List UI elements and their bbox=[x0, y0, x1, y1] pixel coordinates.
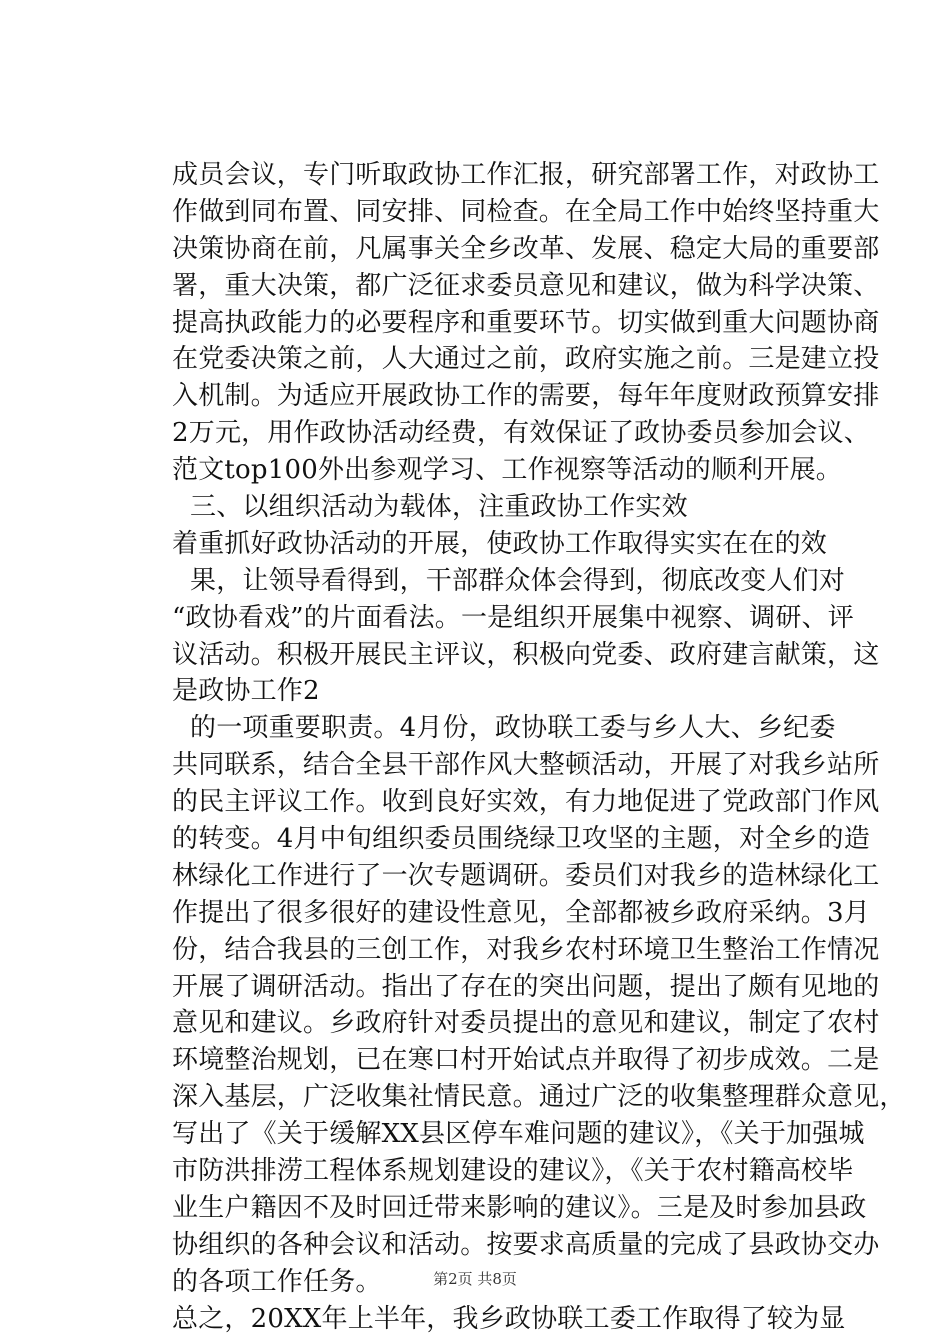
text-line: 总之，20XX年上半年，我乡政协联工委工作取得了较为显 bbox=[172, 1303, 846, 1334]
text-line: 共同联系，结合全县干部作风大整顿活动，开展了对我乡站所 bbox=[172, 750, 880, 781]
text-line: 协组织的各种会议和活动。按要求高质量的完成了县政协交办 bbox=[172, 1229, 880, 1260]
document-body bbox=[172, 157, 906, 1338]
text-line: 决策协商在前，凡属事关全乡改革、发展、稳定大局的重要部 bbox=[172, 233, 880, 264]
text-line: 在党委决策之前，人大通过之前，政府实施之前。三是建立投 bbox=[172, 344, 880, 375]
text-line: 成员会议，专门听取政协工作汇报，研究部署工作，对政协工 bbox=[172, 160, 880, 190]
text-line: 范文top100外出参观学习、工作视察等活动的顺利开展。 bbox=[172, 455, 842, 486]
text-line: 议活动。积极开展民主评议，积极向党委、政府建言献策，这 bbox=[172, 639, 880, 670]
text-line: 开展了调研活动。指出了存在的突出问题，提出了颇有见地的 bbox=[172, 971, 880, 1002]
text-line: 署，重大决策，都广泛征求委员意见和建议，做为科学决策、 bbox=[172, 270, 880, 301]
text-line: 市防洪排涝工程体系规划建设的建议》，《关于农村籍高校毕 bbox=[172, 1156, 854, 1187]
text-line: 林绿化工作进行了一次专题调研。委员们对我乡的造林绿化工 bbox=[172, 860, 880, 891]
text-line: 的一项重要职责。4月份，政协联工委与乡人大、乡纪委 bbox=[190, 713, 836, 744]
page-number: 第2页 共8页 bbox=[433, 1270, 517, 1288]
text-line: 是政协工作2 bbox=[172, 676, 320, 707]
text-line: 份，结合我县的三创工作，对我乡农村环境卫生整治工作情况 bbox=[172, 934, 880, 965]
text-line: 2万元，用作政协活动经费，有效保证了政协委员参加会议、 bbox=[172, 418, 870, 449]
text-line: 提高执政能力的必要程序和重要环节。切实做到重大问题协商 bbox=[172, 307, 880, 338]
text-line: “政协看戏”的片面看法。一是组织开展集中视察、调研、评 bbox=[172, 602, 854, 633]
text-line: 作做到同布置、同安排、同检查。在全局工作中始终坚持重大 bbox=[172, 196, 880, 227]
text-line: 业生户籍因不及时回迁带来影响的建议》。三是及时参加县政 bbox=[172, 1192, 867, 1223]
text-line: 入机制。为适应开展政协工作的需要，每年年度财政预算安排 bbox=[172, 381, 880, 412]
text-line: 的转变。4月中旬组织委员围绕绿卫攻坚的主题，对全乡的造 bbox=[172, 824, 870, 855]
text-line: 作提出了很多很好的建设性意见，全部都被乡政府采纳。3月 bbox=[172, 897, 870, 928]
text-line: 的民主评议工作。收到良好实效，有力地促进了党政部门作风 bbox=[172, 787, 880, 818]
text-line: 着重抓好政协活动的开展，使政协工作取得实实在在的效 bbox=[172, 528, 828, 559]
text-line: 写出了《关于缓解XX县区停车难问题的建议》，《关于加强城 bbox=[172, 1119, 865, 1150]
text-line: 的各项工作任务。 bbox=[172, 1266, 382, 1297]
text-line: 深入基层，广泛收集社情民意。通过广泛的收集整理群众意见， bbox=[172, 1082, 906, 1113]
text-line: 环境整治规划，已在寒口村开始试点并取得了初步成效。二是 bbox=[172, 1045, 880, 1076]
text-line: 意见和建议。乡政府针对委员提出的意见和建议，制定了农村 bbox=[172, 1008, 880, 1039]
page-footer bbox=[0, 1268, 950, 1289]
text-line: 果，让领导看得到，干部群众体会得到，彻底改变人们对 bbox=[190, 565, 846, 596]
section-heading: 三、以组织活动为载体，注重政协工作实效 bbox=[190, 492, 688, 523]
